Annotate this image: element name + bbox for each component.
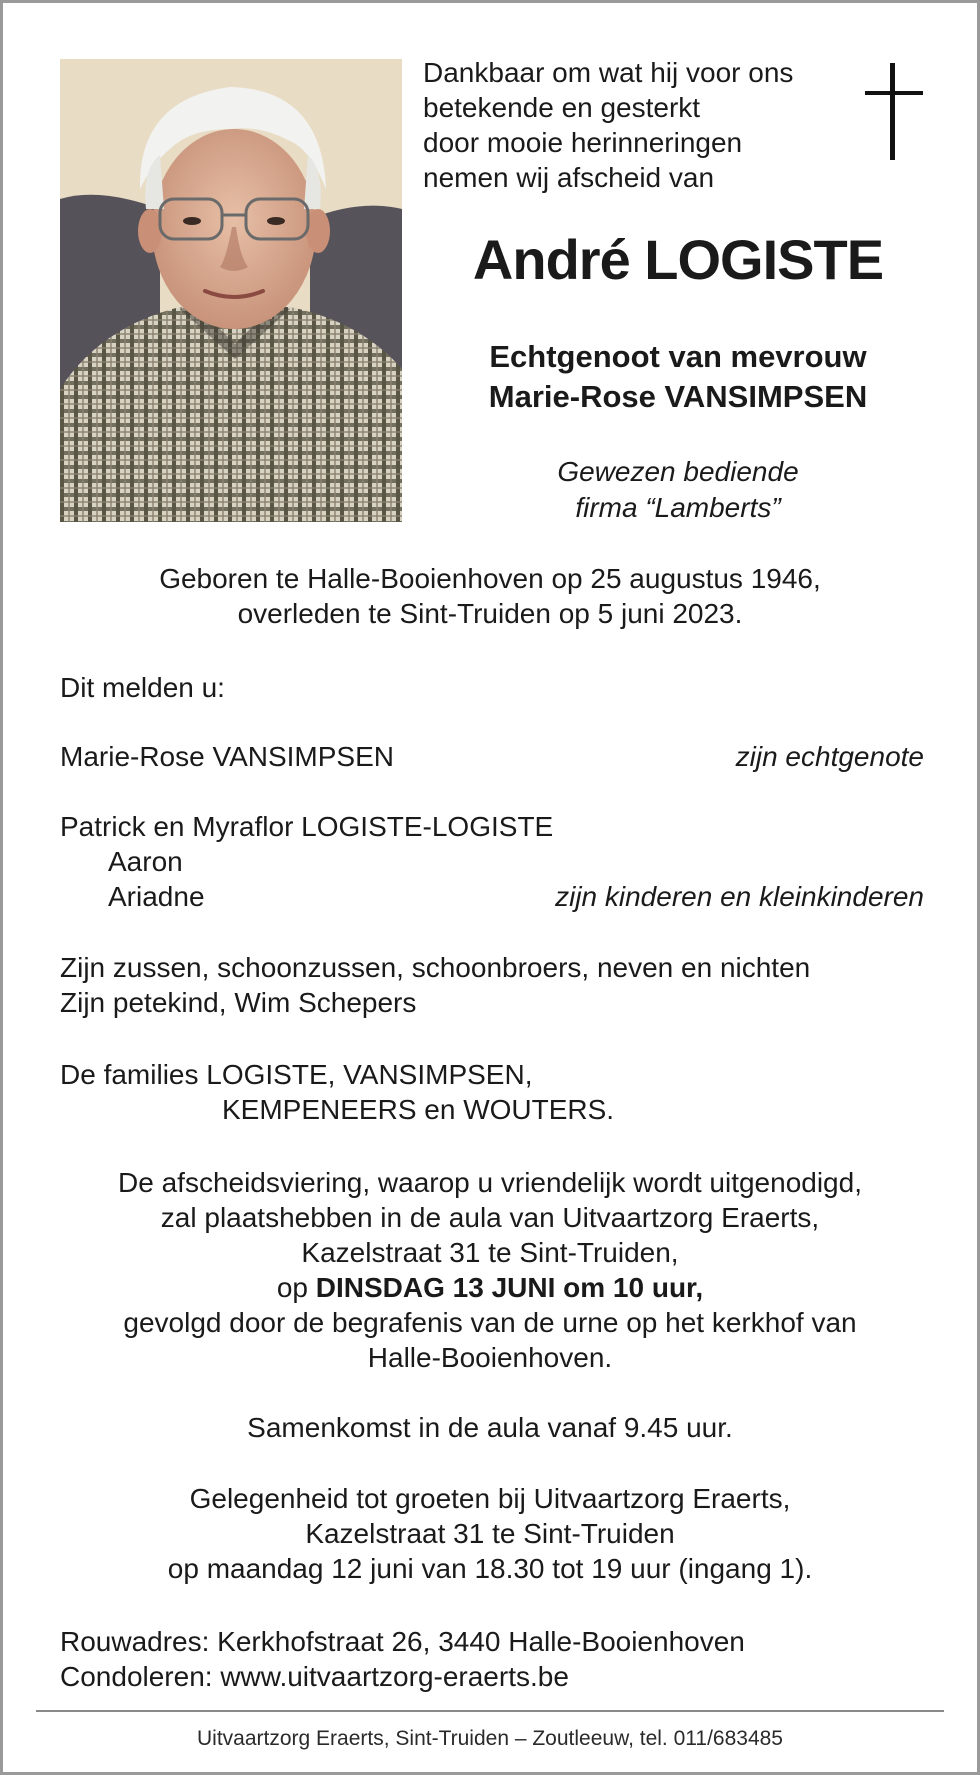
relatives-line: Zijn zussen, schoonzussen, schoonbroers, neven en nichten — [60, 952, 811, 983]
intro-line: door mooie herinneringen — [423, 127, 743, 158]
portrait-photo — [60, 59, 402, 522]
grandchild-name: Ariadne — [108, 881, 205, 912]
grandchild-name: Aaron — [108, 846, 183, 877]
ceremony-date: DINSDAG 13 JUNI om 10 uur, — [315, 1272, 704, 1303]
children-name: Patrick en Myraflor LOGISTE-LOGISTE — [60, 811, 554, 842]
ceremony-date-line — [33, 1270, 947, 1305]
intro-line: nemen wij afscheid van — [423, 162, 715, 193]
deceased-name: André LOGISTE — [472, 228, 884, 291]
funeral-home-footer: Uitvaartzorg Eraerts, Sint-Truiden – Zoutleeuw, tel. 011/683485 — [197, 1727, 783, 1750]
relatives-block — [60, 950, 924, 1020]
visitation-block — [33, 1481, 947, 1586]
condolence-website: Condoleren: www.uitvaartzorg-eraerts.be — [60, 1661, 569, 1692]
spouse-line: Marie-Rose VANSIMPSEN — [488, 379, 868, 414]
spouse-line: Echtgenoot van mevrouw — [489, 339, 867, 374]
spouse-name: Marie-Rose VANSIMPSEN — [60, 741, 395, 772]
ceremony-line: gevolgd door de begrafenis van de urne op het kerkhof van — [123, 1307, 857, 1338]
visitation-line: Kazelstraat 31 te Sint-Truiden — [305, 1518, 675, 1549]
ceremony-line: Halle-Booienhoven. — [367, 1342, 613, 1373]
intro-line: Dankbaar om wat hij voor ons — [423, 57, 794, 88]
occupation-line: firma “Lamberts” — [575, 492, 781, 523]
announcement-heading: Dit melden u: — [60, 672, 225, 703]
spouse-role: zijn echtgenote — [735, 741, 924, 772]
occupation-line: Gewezen bediende — [557, 456, 799, 487]
visitation-line: op maandag 12 juni van 18.30 tot 19 uur (ingang 1). — [167, 1553, 813, 1584]
ceremony-block — [33, 1165, 947, 1375]
occupation-info — [423, 454, 933, 526]
gathering-info: Samenkomst in de aula vanaf 9.45 uur. — [247, 1412, 733, 1443]
death-line: overleden te Sint-Truiden op 5 juni 2023. — [237, 598, 743, 629]
footer-divider — [36, 1710, 944, 1712]
birth-line: Geboren te Halle-Booienhoven op 25 augustus 1946, — [159, 563, 821, 594]
mourning-address: Rouwadres: Kerkhofstraat 26, 3440 Halle-Booienhoven — [60, 1626, 745, 1657]
ceremony-line: De afscheidsviering, waarop u vriendelijk wordt uitgenodigd, — [118, 1167, 862, 1198]
relatives-line: Zijn petekind, Wim Schepers — [60, 987, 417, 1018]
children-role: zijn kinderen en kleinkinderen — [555, 881, 924, 912]
portrait-image — [60, 59, 402, 522]
families-line: KEMPENEERS en WOUTERS. — [222, 1094, 615, 1125]
contact-block — [60, 1624, 924, 1694]
families-block — [60, 1057, 924, 1127]
ceremony-line: Kazelstraat 31 te Sint-Truiden, — [301, 1237, 679, 1268]
cross-icon — [865, 63, 923, 163]
intro-text — [423, 55, 843, 195]
life-dates — [33, 561, 947, 631]
children-block — [60, 809, 924, 914]
intro-line: betekende en gesterkt — [423, 92, 701, 123]
ceremony-date-prefix: op — [276, 1272, 308, 1303]
visitation-line: Gelegenheid tot groeten bij Uitvaartzorg Eraerts, — [189, 1483, 791, 1514]
families-line: De families LOGISTE, VANSIMPSEN, — [60, 1059, 533, 1090]
spouse-info — [423, 337, 933, 417]
ceremony-line: zal plaatshebben in de aula van Uitvaartzorg Eraerts, — [160, 1202, 820, 1233]
spouse-row — [60, 739, 924, 774]
